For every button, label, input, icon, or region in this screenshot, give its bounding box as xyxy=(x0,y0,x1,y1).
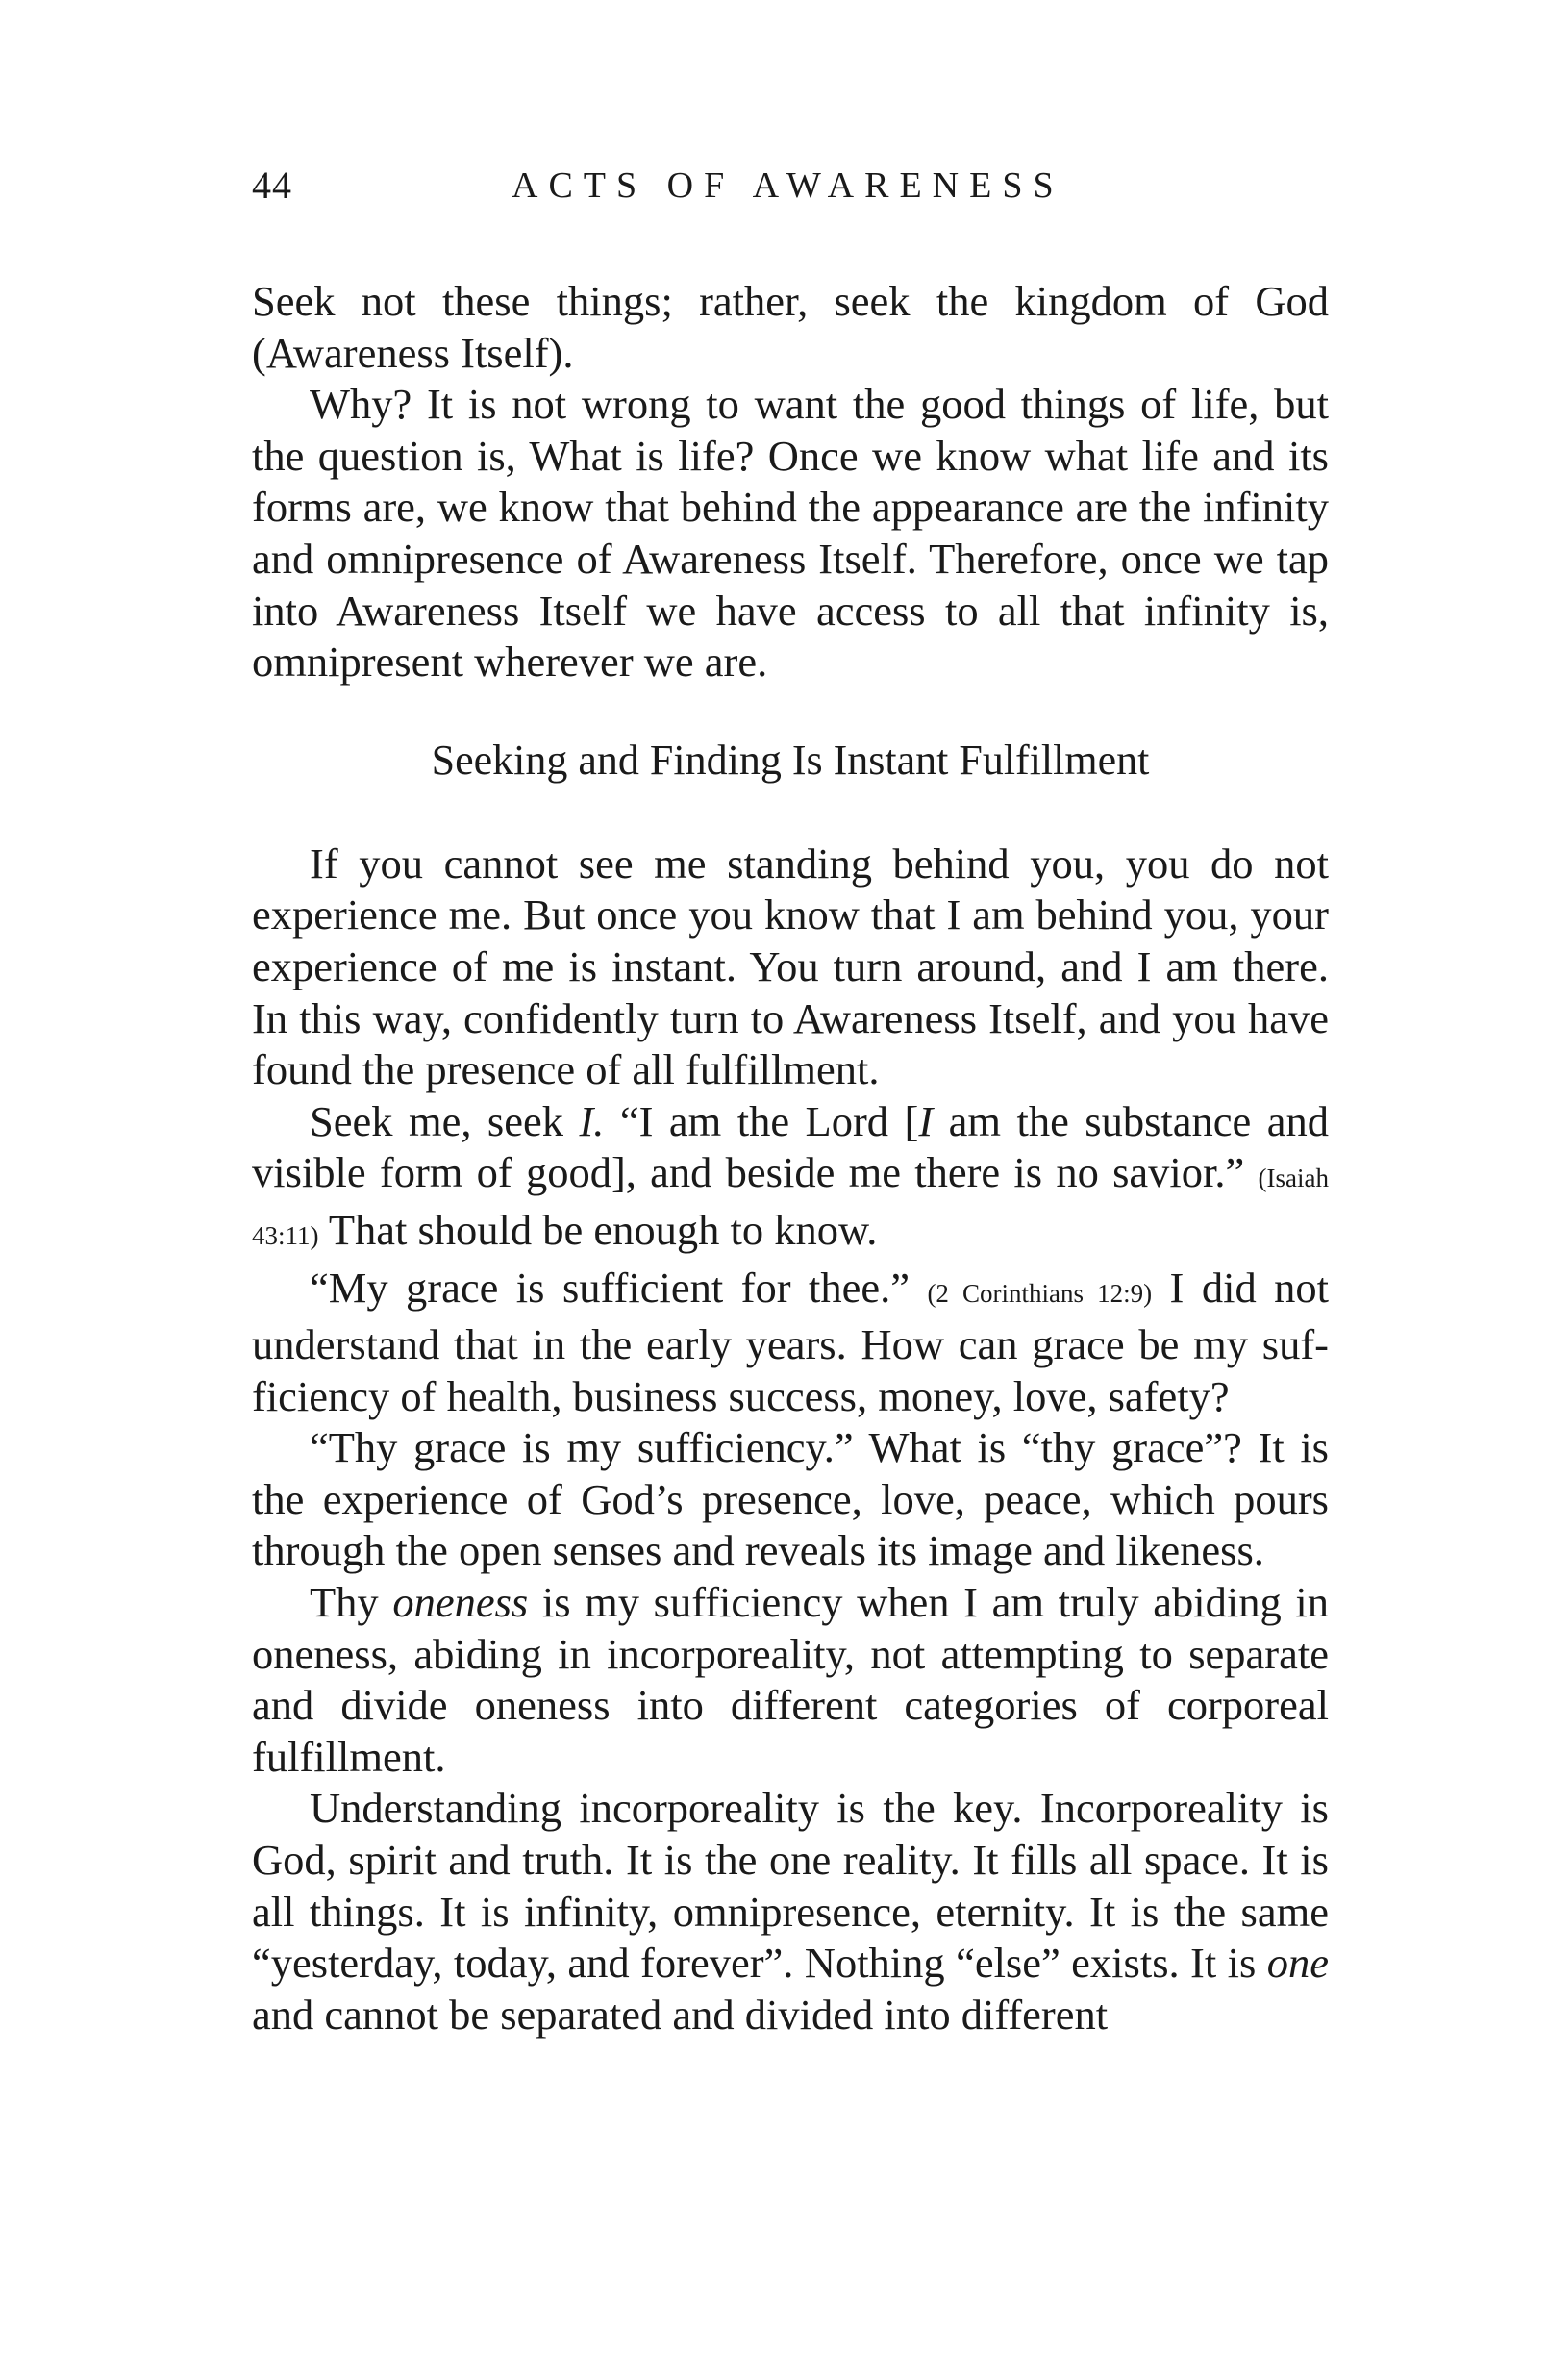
page-number: 44 xyxy=(252,163,292,207)
book-title: ACTS OF AWARENESS xyxy=(512,165,1064,206)
text-run: “I am the Lord [ xyxy=(604,1096,919,1145)
paragraph xyxy=(252,1263,1329,1423)
text-run: and cannot be separated and divided into different xyxy=(252,1990,1109,2039)
text-run: I did not understand that in the early years. How can grace be my sufficiency of health, business success, money, love, safety? xyxy=(252,1263,1330,1420)
text-run: is my sufficiency when I am truly abiding in oneness, abiding in incorporeality, not attempting to separate and divide oneness into different categories of corporeal fulfillment. xyxy=(252,1578,1329,1781)
text-run: Understanding incorporeality is the key. Incorporeality is God, spirit and truth. It is the one reality. It fills all space. It is all things. It is infinity, omnipresence, eternity. It is the same “yesterday, today, and forever”. Nothing “else” exists. It is xyxy=(252,1784,1329,1988)
scripture-reference: (Isaiah 43:11) xyxy=(252,1164,1329,1250)
paragraph xyxy=(252,1096,1329,1263)
running-head xyxy=(252,162,1329,210)
paragraph: If you cannot see me standing behind you, you do not experience me. But once you know that I am behind you, your experience of me is instant. You turn around, and I am there. In this way, confidently turn to Awareness Itself, and you have found the presence of all fulfillment. xyxy=(252,839,1329,1094)
text-run: am the substance and visible form of good], and beside me there is no savior.” xyxy=(252,1096,1330,1197)
paragraph xyxy=(252,1783,1329,2041)
scripture-reference: (2 Corinthians 12:9) xyxy=(927,1278,1153,1308)
section-heading: Seeking and Finding Is Instant Fulfillment xyxy=(431,736,1150,784)
paragraph xyxy=(252,1577,1329,1783)
body-text xyxy=(252,276,1329,2041)
paragraph: Seek not these things; rather, seek the kingdom of God (Awareness Itself). xyxy=(252,277,1329,377)
text-run: Seek me, seek xyxy=(310,1096,580,1145)
paragraph: “Thy grace is my sufficiency.” What is “thy grace”? It is the experience of God’s presence, love, peace, which pours through the open senses and reveals its image and likeness. xyxy=(252,1423,1329,1575)
text-run: That should be enough to know. xyxy=(318,1205,878,1254)
italic-text: I. xyxy=(579,1096,605,1145)
italic-text: one xyxy=(1266,1939,1329,1988)
italic-text: I xyxy=(918,1096,934,1145)
text-run: “My grace is sufficient for thee.” xyxy=(310,1263,928,1312)
text-run: Thy xyxy=(310,1578,393,1627)
italic-text: oneness xyxy=(392,1578,529,1627)
paragraph: Why? It is not wrong to want the good things of life, but the question is, What is life? Once we know what life and its forms are, we know that behind the appearance are the infinity and omnipresence of Awareness Itself. Therefore, once we tap into Awareness Itself we have access to all that infinity is, omnipresent wherever we are. xyxy=(252,380,1329,687)
